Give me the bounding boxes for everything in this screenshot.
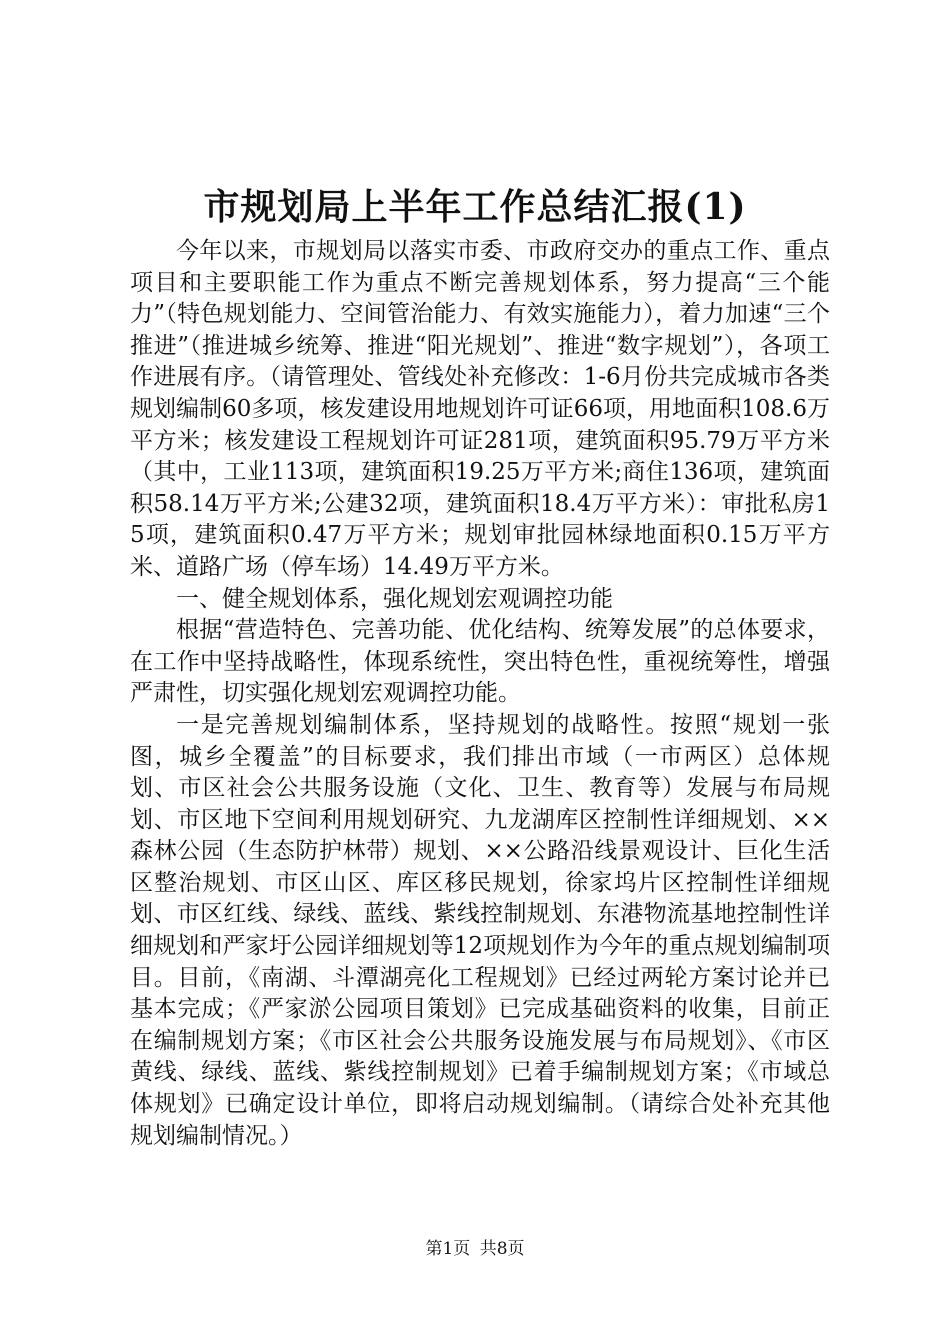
intro-paragraph: 今年以来，市规划局以落实市委、市政府交办的重点工作、重点项目和主要职能工作为重点不断完善规划体系，努力提高“三个能力”（特色规划能力、空间管治能力、有效实施能力），着力加速“三个推进”（推进城乡统筹、推进“阳光规划”、推进“数字规划”），各项工作进展有序。（请管理处、管线处补充修改：1-6月份共完成城市各类规划编制60多项，核发建设用地规划许可证66项，用地面积108.6万平方米；核发建设工程规划许可证281项，建筑面积95.79万平方米（其中，工业113项，建筑面积19.25万平方米;商住136项，建筑面积58.14万平方米;公建32项，建筑面积18.4万平方米）：审批私房15项，建筑面积0.47万平方米；规划审批园林绿地面积0.15万平方米、道路广场（停车场）14.49万平方米。 (130, 238, 830, 580)
detail-paragraph: 一是完善规划编制体系，坚持规划的战略性。按照“规划一张图，城乡全覆盖”的目标要求，我们排出市域（一市两区）总体规划、市区社会公共服务设施（文化、卫生、教育等）发展与布局规划、市区地下空间利用规划研究、九龙湖库区控制性详细规划、××森林公园（生态防护林带）规划、××公路沿线景观设计、巨化生活区整治规划、市区山区、库区移民规划，徐家坞片区控制性详细规划、市区红线、绿线、蓝线、紫线控制规划、东港物流基地控制性详细规划和严家圩公园详细规划等12项规划作为今年的重点规划编制项目。目前，《南湖、斗潭湖亮化工程规划》已经过两轮方案讨论并已基本完成；《严家淤公园项目策划》已完成基础资料的收集，目前正在编制规划方案；《市区社会公共服务设施发展与布局规划》、《市区黄线、绿线、蓝线、紫线控制规划》已着手编制规划方案；《市域总体规划》已确定设计单位，即将启动规划编制。（请综合处补充其他规划编制情况。） (130, 711, 830, 1149)
section-paragraph: 根据“营造特色、完善功能、优化结构、统筹发展”的总体要求，在工作中坚持战略性，体现系统性，突出特色性，重视统筹性，增强严肃性，切实强化规划宏观调控功能。 (130, 617, 830, 707)
page-footer (0, 1237, 950, 1261)
document-body (130, 236, 830, 1152)
section-heading: 一、健全规划体系，强化规划宏观调控功能 (176, 585, 613, 612)
document-title: 市规划局上半年工作总结汇报(1) (203, 186, 747, 228)
page-number: 第1页 (425, 1239, 471, 1259)
page-total: 共8页 (479, 1239, 525, 1259)
